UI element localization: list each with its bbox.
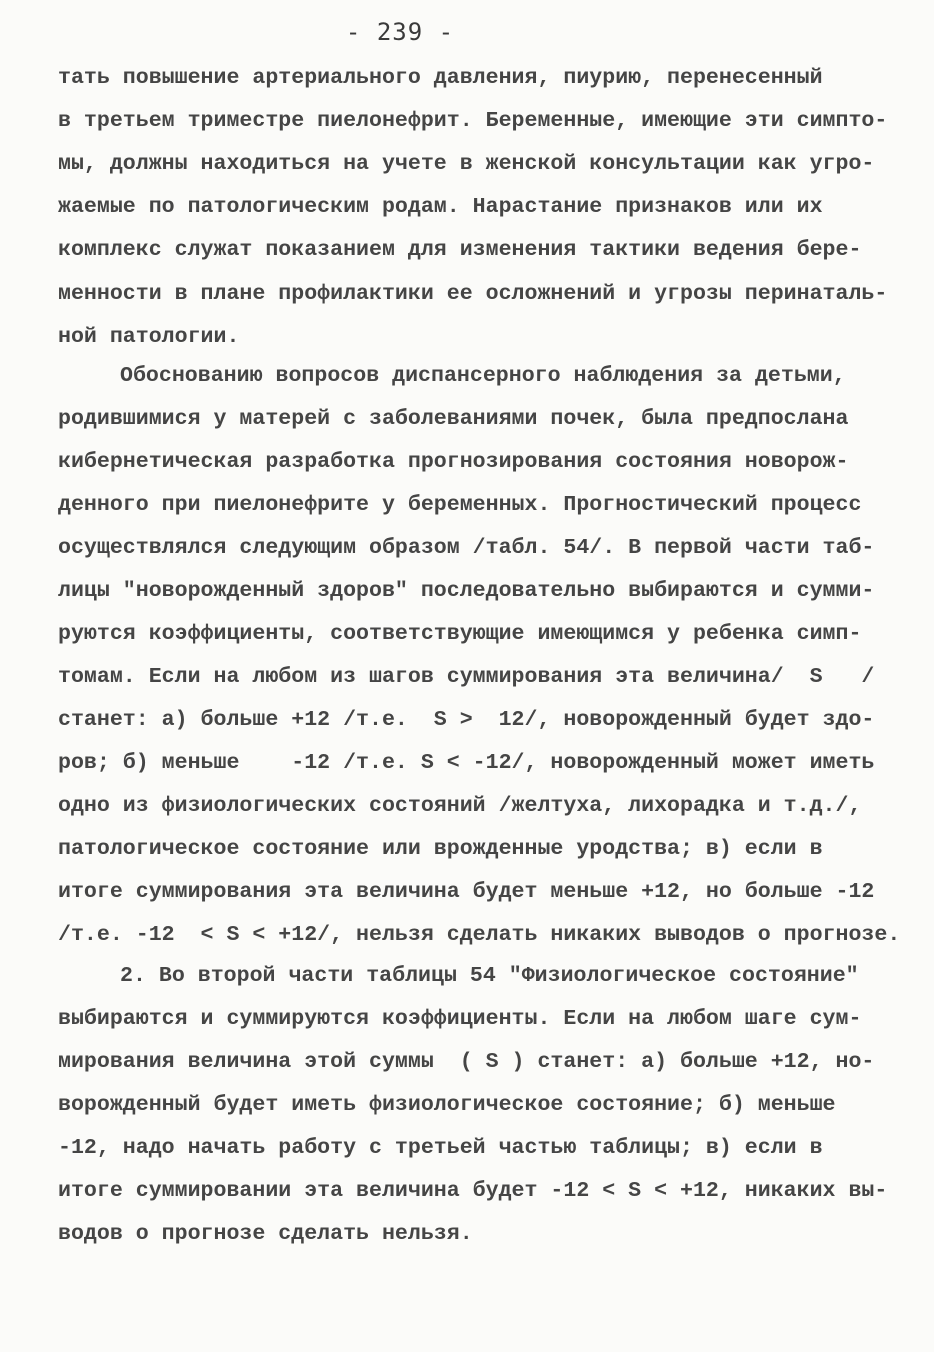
- text-line: ворожденный будет иметь физиологическое состояние; б) меньше: [58, 1093, 836, 1117]
- page-number: - 239 -: [345, 18, 455, 46]
- text-line: итоге суммирования эта величина будет меньше +12, но больше -12: [58, 880, 875, 904]
- text-line: Обоснованию вопросов диспансерного наблюдения за детьми,: [120, 364, 846, 388]
- text-line: ной патологии.: [58, 325, 240, 349]
- text-line: станет: а) больше +12 /т.е. S > 12/, новорожденный будет здо-: [58, 708, 875, 732]
- text-line: мирования величина этой суммы ( S ) станет: а) больше +12, но-: [58, 1050, 875, 1074]
- text-line: 2. Во второй части таблицы 54 "Физиологическое состояние": [120, 964, 859, 988]
- text-line: кибернетическая разработка прогнозирования состояния новорож-: [58, 450, 849, 474]
- text-line: томам. Если на любом из шагов суммирования эта величина/ S /: [58, 665, 875, 689]
- text-line: в третьем триместре пиелонефрит. Беременные, имеющие эти симпто-: [58, 109, 888, 133]
- text-line: менности в плане профилактики ее осложнений и угрозы перинаталь-: [58, 282, 888, 306]
- text-line: ров; б) меньше -12 /т.е. S < -12/, новорожденный может иметь: [58, 751, 875, 775]
- text-line: водов о прогнозе сделать нельзя.: [58, 1222, 473, 1246]
- text-line: родившимися у матерей с заболеваниями почек, была предпослана: [58, 407, 849, 431]
- text-line: /т.е. -12 < S < +12/, нельзя сделать никаких выводов о прогнозе.: [58, 923, 901, 947]
- text-line: одно из физиологических состояний /желтуха, лихорадка и т.д./,: [58, 794, 862, 818]
- text-line: денного при пиелонефрите у беременных. Прогностический процесс: [58, 493, 862, 517]
- text-line: патологическое состояние или врожденные уродства; в) если в: [58, 837, 823, 861]
- text-line: мы, должны находиться на учете в женской консультации как угро-: [58, 152, 875, 176]
- text-line: руются коэффициенты, соответствующие имеющимся у ребенка симп-: [58, 622, 862, 646]
- text-line: тать повышение артериального давления, пиурию, перенесенный: [58, 66, 823, 90]
- text-line: -12, надо начать работу с третьей частью таблицы; в) если в: [58, 1136, 823, 1160]
- text-line: итоге суммировании эта величина будет -12 < S < +12, никаких вы-: [58, 1179, 888, 1203]
- text-line: комплекс служат показанием для изменения тактики ведения бере-: [58, 238, 862, 262]
- text-line: осуществлялся следующим образом /табл. 54/. В первой части таб-: [58, 536, 875, 560]
- text-line: выбираются и суммируются коэффициенты. Если на любом шаге сум-: [58, 1007, 862, 1031]
- text-line: жаемые по патологическим родам. Нарастание признаков или их: [58, 195, 823, 219]
- text-line: лицы "новорожденный здоров" последовательно выбираются и сумми-: [58, 579, 875, 603]
